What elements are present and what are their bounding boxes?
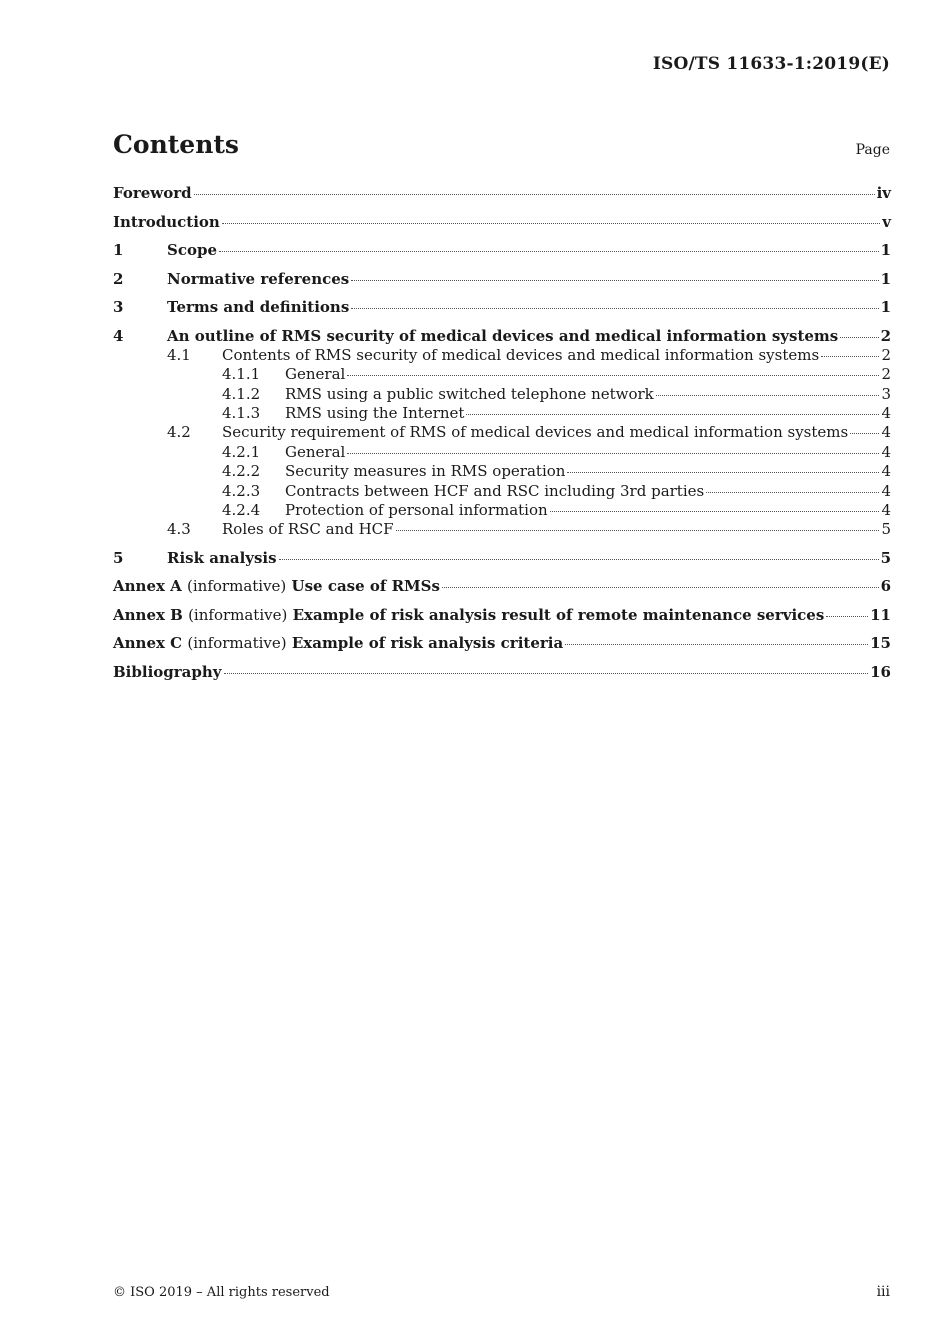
toc-entry-number: 4.1.2	[222, 384, 261, 403]
toc-entry-page: 15	[870, 634, 891, 653]
dot-leader	[565, 643, 868, 645]
dot-leader	[219, 250, 879, 252]
toc-entry-number: 4.2.2	[222, 462, 261, 481]
dot-leader	[466, 413, 879, 415]
toc-entry-title: Normative references	[167, 269, 350, 288]
toc-entry-page: 5	[881, 520, 891, 539]
dot-leader	[826, 615, 868, 617]
toc-entry-foreword[interactable]	[113, 184, 891, 213]
annex-type: (informative)	[188, 605, 288, 624]
toc-entry-number: 4.2.4	[222, 501, 261, 520]
annex-label: Annex B	[113, 605, 183, 624]
toc-entry-4-2-1[interactable]	[113, 443, 891, 462]
annex-type: (informative)	[187, 634, 287, 653]
dot-leader	[550, 510, 880, 512]
toc-entry-title: RMS using the Internet	[285, 404, 465, 423]
toc-entry-4-3[interactable]	[113, 520, 891, 549]
table-of-contents	[113, 184, 891, 691]
toc-entry-page: 5	[880, 548, 891, 567]
toc-entry-number: 4.2	[167, 423, 191, 442]
toc-entry-page: 4	[881, 423, 891, 442]
dot-leader	[567, 471, 879, 473]
toc-entry-page: 11	[870, 605, 891, 624]
toc-entry-4-2-2[interactable]	[113, 462, 891, 481]
dot-leader	[840, 336, 878, 338]
toc-entry-title: An outline of RMS security of medical devices and medical information systems	[167, 326, 839, 345]
dot-leader	[850, 432, 879, 434]
toc-entry-number: 1	[113, 241, 124, 259]
toc-entry-4-1-1[interactable]	[113, 365, 891, 384]
toc-entry-title: General	[285, 365, 346, 384]
toc-entry-page: 4	[881, 404, 891, 423]
dot-leader	[347, 452, 879, 454]
toc-entry-normative-references[interactable]	[113, 270, 891, 299]
annex-title: Use case of RMSs	[291, 577, 440, 596]
toc-entry-title: Introduction	[113, 212, 220, 231]
toc-entry-page: 2	[880, 326, 891, 345]
dot-leader	[656, 394, 880, 396]
dot-leader	[222, 222, 880, 224]
toc-entry-risk-analysis[interactable]	[113, 549, 891, 578]
dot-leader	[706, 491, 879, 493]
toc-entry-page: 2	[881, 345, 891, 364]
toc-entry-page: 16	[870, 662, 891, 681]
toc-entry-title: Risk analysis	[167, 548, 277, 567]
toc-entry-number: 2	[113, 269, 124, 288]
toc-entry-scope[interactable]	[113, 241, 891, 270]
toc-entry-introduction[interactable]	[113, 213, 891, 242]
annex-title: Example of risk analysis result of remote maintenance services	[292, 605, 825, 624]
toc-entry-annex-c[interactable]	[113, 634, 891, 663]
toc-entry-title: General	[285, 442, 346, 461]
toc-entry-annex-a[interactable]	[113, 577, 891, 606]
toc-entry-number: 4.1.1	[222, 365, 261, 384]
toc-entry-4-2[interactable]	[113, 423, 891, 442]
dot-leader	[396, 529, 880, 531]
toc-entry-page: 1	[880, 269, 891, 288]
toc-entry-number: 3	[113, 298, 124, 316]
dot-leader	[279, 558, 879, 560]
toc-entry-title: Roles of RSC and HCF	[222, 520, 394, 539]
toc-entry-page: 2	[881, 365, 891, 384]
toc-entry-title	[113, 606, 824, 624]
toc-entry-title: Security measures in RMS operation	[285, 462, 566, 481]
annex-title: Example of risk analysis criteria	[291, 634, 564, 653]
toc-entry-annex-b[interactable]	[113, 606, 891, 635]
toc-entry-title: Security requirement of RMS of medical devices and medical information systems	[222, 423, 849, 442]
annex-label: Annex A	[113, 577, 182, 596]
contents-title: Contents	[113, 130, 240, 159]
toc-entry-4-1[interactable]	[113, 346, 891, 365]
toc-entry-page: 4	[881, 501, 891, 520]
toc-entry-4-1-2[interactable]	[113, 385, 891, 404]
toc-entry-4-2-4[interactable]	[113, 501, 891, 520]
toc-entry-page: 4	[881, 442, 891, 461]
toc-entry-number: 4.2.3	[222, 481, 261, 500]
toc-entry-title: RMS using a public switched telephone network	[285, 384, 654, 403]
dot-leader	[224, 672, 869, 674]
toc-entry-title: Contents of RMS security of medical devices and medical information systems	[222, 345, 820, 364]
toc-entry-number: 4.1	[167, 345, 191, 364]
toc-entry-4-2-3[interactable]	[113, 482, 891, 501]
toc-entry-title: Scope	[167, 241, 218, 259]
toc-entry-number: 4.1.3	[222, 404, 261, 423]
page-column-label: Page	[855, 142, 890, 158]
toc-entry-rms-outline[interactable]	[113, 327, 891, 346]
dot-leader	[351, 279, 878, 281]
toc-entry-number: 4	[113, 326, 124, 345]
document-id: ISO/TS 11633-1:2019(E)	[652, 54, 890, 74]
toc-entry-title: Protection of personal information	[285, 501, 548, 520]
toc-entry-4-1-3[interactable]	[113, 404, 891, 423]
toc-entry-title: Bibliography	[113, 662, 222, 681]
dot-leader	[351, 307, 878, 309]
toc-entry-page: 3	[881, 384, 891, 403]
toc-entry-title: Contracts between HCF and RSC including 3rd parties	[285, 481, 705, 500]
toc-entry-page: 4	[881, 481, 891, 500]
toc-entry-title: Foreword	[113, 184, 192, 202]
toc-entry-number: 4.2.1	[222, 442, 261, 461]
toc-entry-page: 6	[880, 577, 891, 596]
toc-entry-number: 5	[113, 548, 124, 567]
toc-entry-bibliography[interactable]	[113, 663, 891, 692]
toc-entry-page: v	[882, 212, 891, 231]
toc-entry-page: 1	[880, 298, 891, 316]
toc-entry-title	[113, 577, 440, 595]
toc-entry-terms-definitions[interactable]	[113, 298, 891, 327]
annex-type: (informative)	[187, 577, 287, 596]
page-number: iii	[876, 1284, 890, 1300]
dot-leader	[347, 374, 879, 376]
toc-entry-number: 4.3	[167, 520, 191, 539]
annex-label: Annex C	[113, 634, 183, 653]
toc-entry-page: iv	[876, 184, 891, 202]
toc-entry-page: 4	[881, 462, 891, 481]
dot-leader	[821, 355, 879, 357]
dot-leader	[194, 193, 875, 195]
toc-entry-page: 1	[880, 241, 891, 259]
toc-entry-title	[113, 634, 563, 652]
toc-entry-title: Terms and definitions	[167, 298, 350, 316]
dot-leader	[442, 586, 879, 588]
copyright-notice: © ISO 2019 – All rights reserved	[113, 1285, 330, 1300]
